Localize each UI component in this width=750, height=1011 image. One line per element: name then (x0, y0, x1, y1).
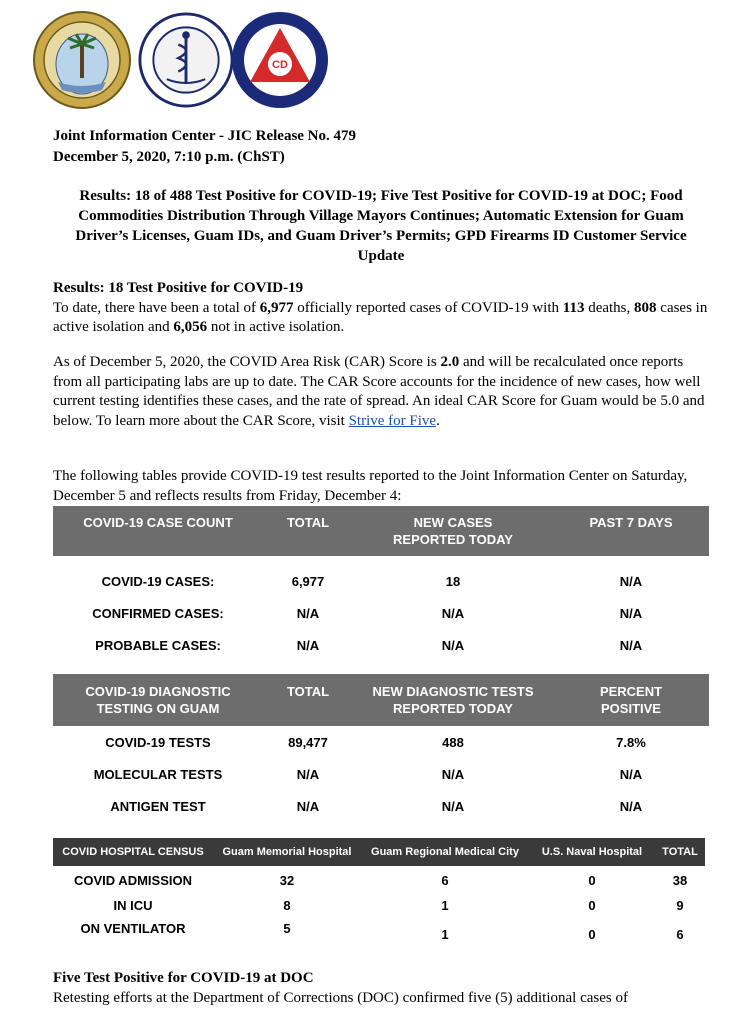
header-cell: Guam Memorial Hospital (222, 846, 352, 858)
row-label: PROBABLE CASES: (95, 638, 221, 653)
diagnostic-testing-table (53, 674, 709, 823)
row-label: ANTIGEN TEST (110, 799, 206, 814)
header-cell: TOTAL (286, 515, 330, 530)
release-header (53, 126, 356, 168)
table-row (53, 598, 709, 630)
header-cell: COVID-19 DIAGNOSTIC TESTING ON GUAM (85, 684, 231, 716)
row-label: ON VENTILATOR (80, 921, 186, 936)
header-cell: COVID-19 CASE COUNT (83, 515, 233, 530)
header-cell: NEW CASES REPORTED TODAY (393, 515, 513, 547)
cell: 9 (676, 898, 684, 913)
table-header (53, 838, 705, 866)
row-label: IN ICU (113, 898, 153, 913)
homeland-security-seal-logo (230, 10, 330, 110)
cell: 0 (588, 873, 596, 888)
table-header (53, 674, 709, 726)
case-count-table (53, 506, 709, 662)
table-row (53, 566, 709, 598)
cell: N/A (296, 638, 320, 653)
table-row (53, 918, 705, 948)
row-label: CONFIRMED CASES: (92, 606, 224, 621)
doc-section (53, 969, 709, 1008)
cell: 1 (441, 898, 449, 913)
cell: N/A (441, 638, 465, 653)
header-cell: TOTAL (662, 846, 698, 858)
header-cell: NEW DIAGNOSTIC TESTS REPORTED TODAY (372, 684, 534, 716)
text-run: cases in active isolation and (53, 299, 708, 335)
cell: 1 (441, 927, 449, 942)
public-health-seal-logo (138, 10, 234, 110)
row-label: MOLECULAR TESTS (93, 767, 223, 782)
header-cell: TOTAL (286, 684, 330, 699)
cell: N/A (619, 799, 643, 814)
release-date: December 5, 2020, 7:10 p.m. (ChST) (53, 149, 285, 165)
section-title-results: Results: 18 Test Positive for COVID-19 (53, 280, 304, 296)
table-row (53, 868, 705, 894)
cell: 7.8% (616, 735, 646, 750)
cell: 89,477 (288, 735, 328, 750)
text-run: As of December 5, 2020, the COVID Area Risk (CAR) Score is (53, 354, 441, 370)
table-row (53, 791, 709, 823)
table-row (53, 630, 709, 662)
not-active-count: 6,056 (173, 319, 208, 335)
text-run: . (436, 412, 440, 429)
cell: 6 (676, 927, 684, 942)
section-title-doc: Five Test Positive for COVID-19 at DOC (53, 970, 314, 986)
text-run: not in active isolation. (207, 319, 345, 335)
cell: N/A (619, 638, 643, 653)
row-label: COVID ADMISSION (74, 873, 192, 888)
text-run: officially reported cases of COVID-19 with (293, 299, 563, 316)
cell: 6 (441, 873, 449, 888)
doc-paragraph: Retesting efforts at the Department of Corrections (DOC) confirmed five (5) additional cases of (53, 989, 628, 1006)
results-paragraph-1 (53, 279, 709, 338)
total-cases: 6,977 (259, 299, 294, 316)
cell: 18 (445, 574, 461, 589)
text-run: and will be recalculated once reports from all participating labs are up to date. The CAR Score accounts for the incidence of new cases, how well current testing identifies these cases, and the rate of spread. An ideal CAR Score for Guam would be 5.0 and below. To learn more about the CAR Score, visit (53, 354, 705, 429)
header-cell: U.S. Naval Hospital (541, 846, 643, 858)
cell: 32 (279, 873, 295, 888)
header-cell: Guam Regional Medical City (371, 846, 519, 858)
car-score: 2.0 (440, 354, 460, 370)
cell: 488 (442, 735, 464, 750)
cell: 0 (588, 898, 596, 913)
cell: N/A (619, 574, 643, 589)
cell: 38 (672, 873, 688, 888)
header-cell: PERCENT POSITIVE (599, 684, 663, 716)
table-row (53, 726, 709, 759)
cell: N/A (619, 767, 643, 782)
row-label: COVID-19 CASES: (101, 574, 215, 589)
tables-intro-paragraph: The following tables provide COVID-19 test results reported to the Joint Information Center on Saturday, December 5 and reflects results from Friday, December 4: (53, 468, 688, 504)
cell: N/A (296, 767, 320, 782)
cell: 0 (588, 927, 596, 942)
governor-seal-logo (32, 10, 132, 110)
cell: N/A (296, 799, 320, 814)
table-header (53, 506, 709, 556)
table-row (53, 759, 709, 791)
svg-text:CD: CD (272, 59, 288, 71)
cell: 6,977 (291, 574, 325, 589)
headline: Results: 18 of 488 Test Positive for COVID-19; Five Test Positive for COVID-19 at DOC; Food Commodities Distribution Through Village Mayors Continues; Automatic Extension for Guam Driver’s Licenses, Guam IDs, and Guam Driver’s Permits; GPD Firearms ID Customer Service Update (75, 188, 687, 264)
release-number: Joint Information Center - JIC Release No. 479 (53, 128, 357, 144)
death-count: 113 (562, 299, 585, 316)
cell: N/A (296, 606, 320, 621)
cell: N/A (441, 767, 465, 782)
text-run: deaths, (584, 299, 635, 316)
row-label: COVID-19 TESTS (105, 735, 211, 750)
cell: 5 (283, 921, 291, 936)
strive-for-five-link[interactable]: Strive for Five (348, 412, 437, 429)
active-isolation-count: 808 (634, 299, 657, 316)
table-row (53, 894, 705, 918)
hospital-census-table (53, 838, 705, 948)
header-cell: COVID HOSPITAL CENSUS (62, 846, 204, 858)
cell: N/A (441, 799, 465, 814)
cell: 8 (283, 898, 291, 913)
cell: N/A (619, 606, 643, 621)
header-cell: PAST 7 DAYS (589, 515, 673, 530)
cell: N/A (441, 606, 465, 621)
text-run: To date, there have been a total of (53, 299, 260, 316)
car-score-paragraph (53, 353, 709, 431)
